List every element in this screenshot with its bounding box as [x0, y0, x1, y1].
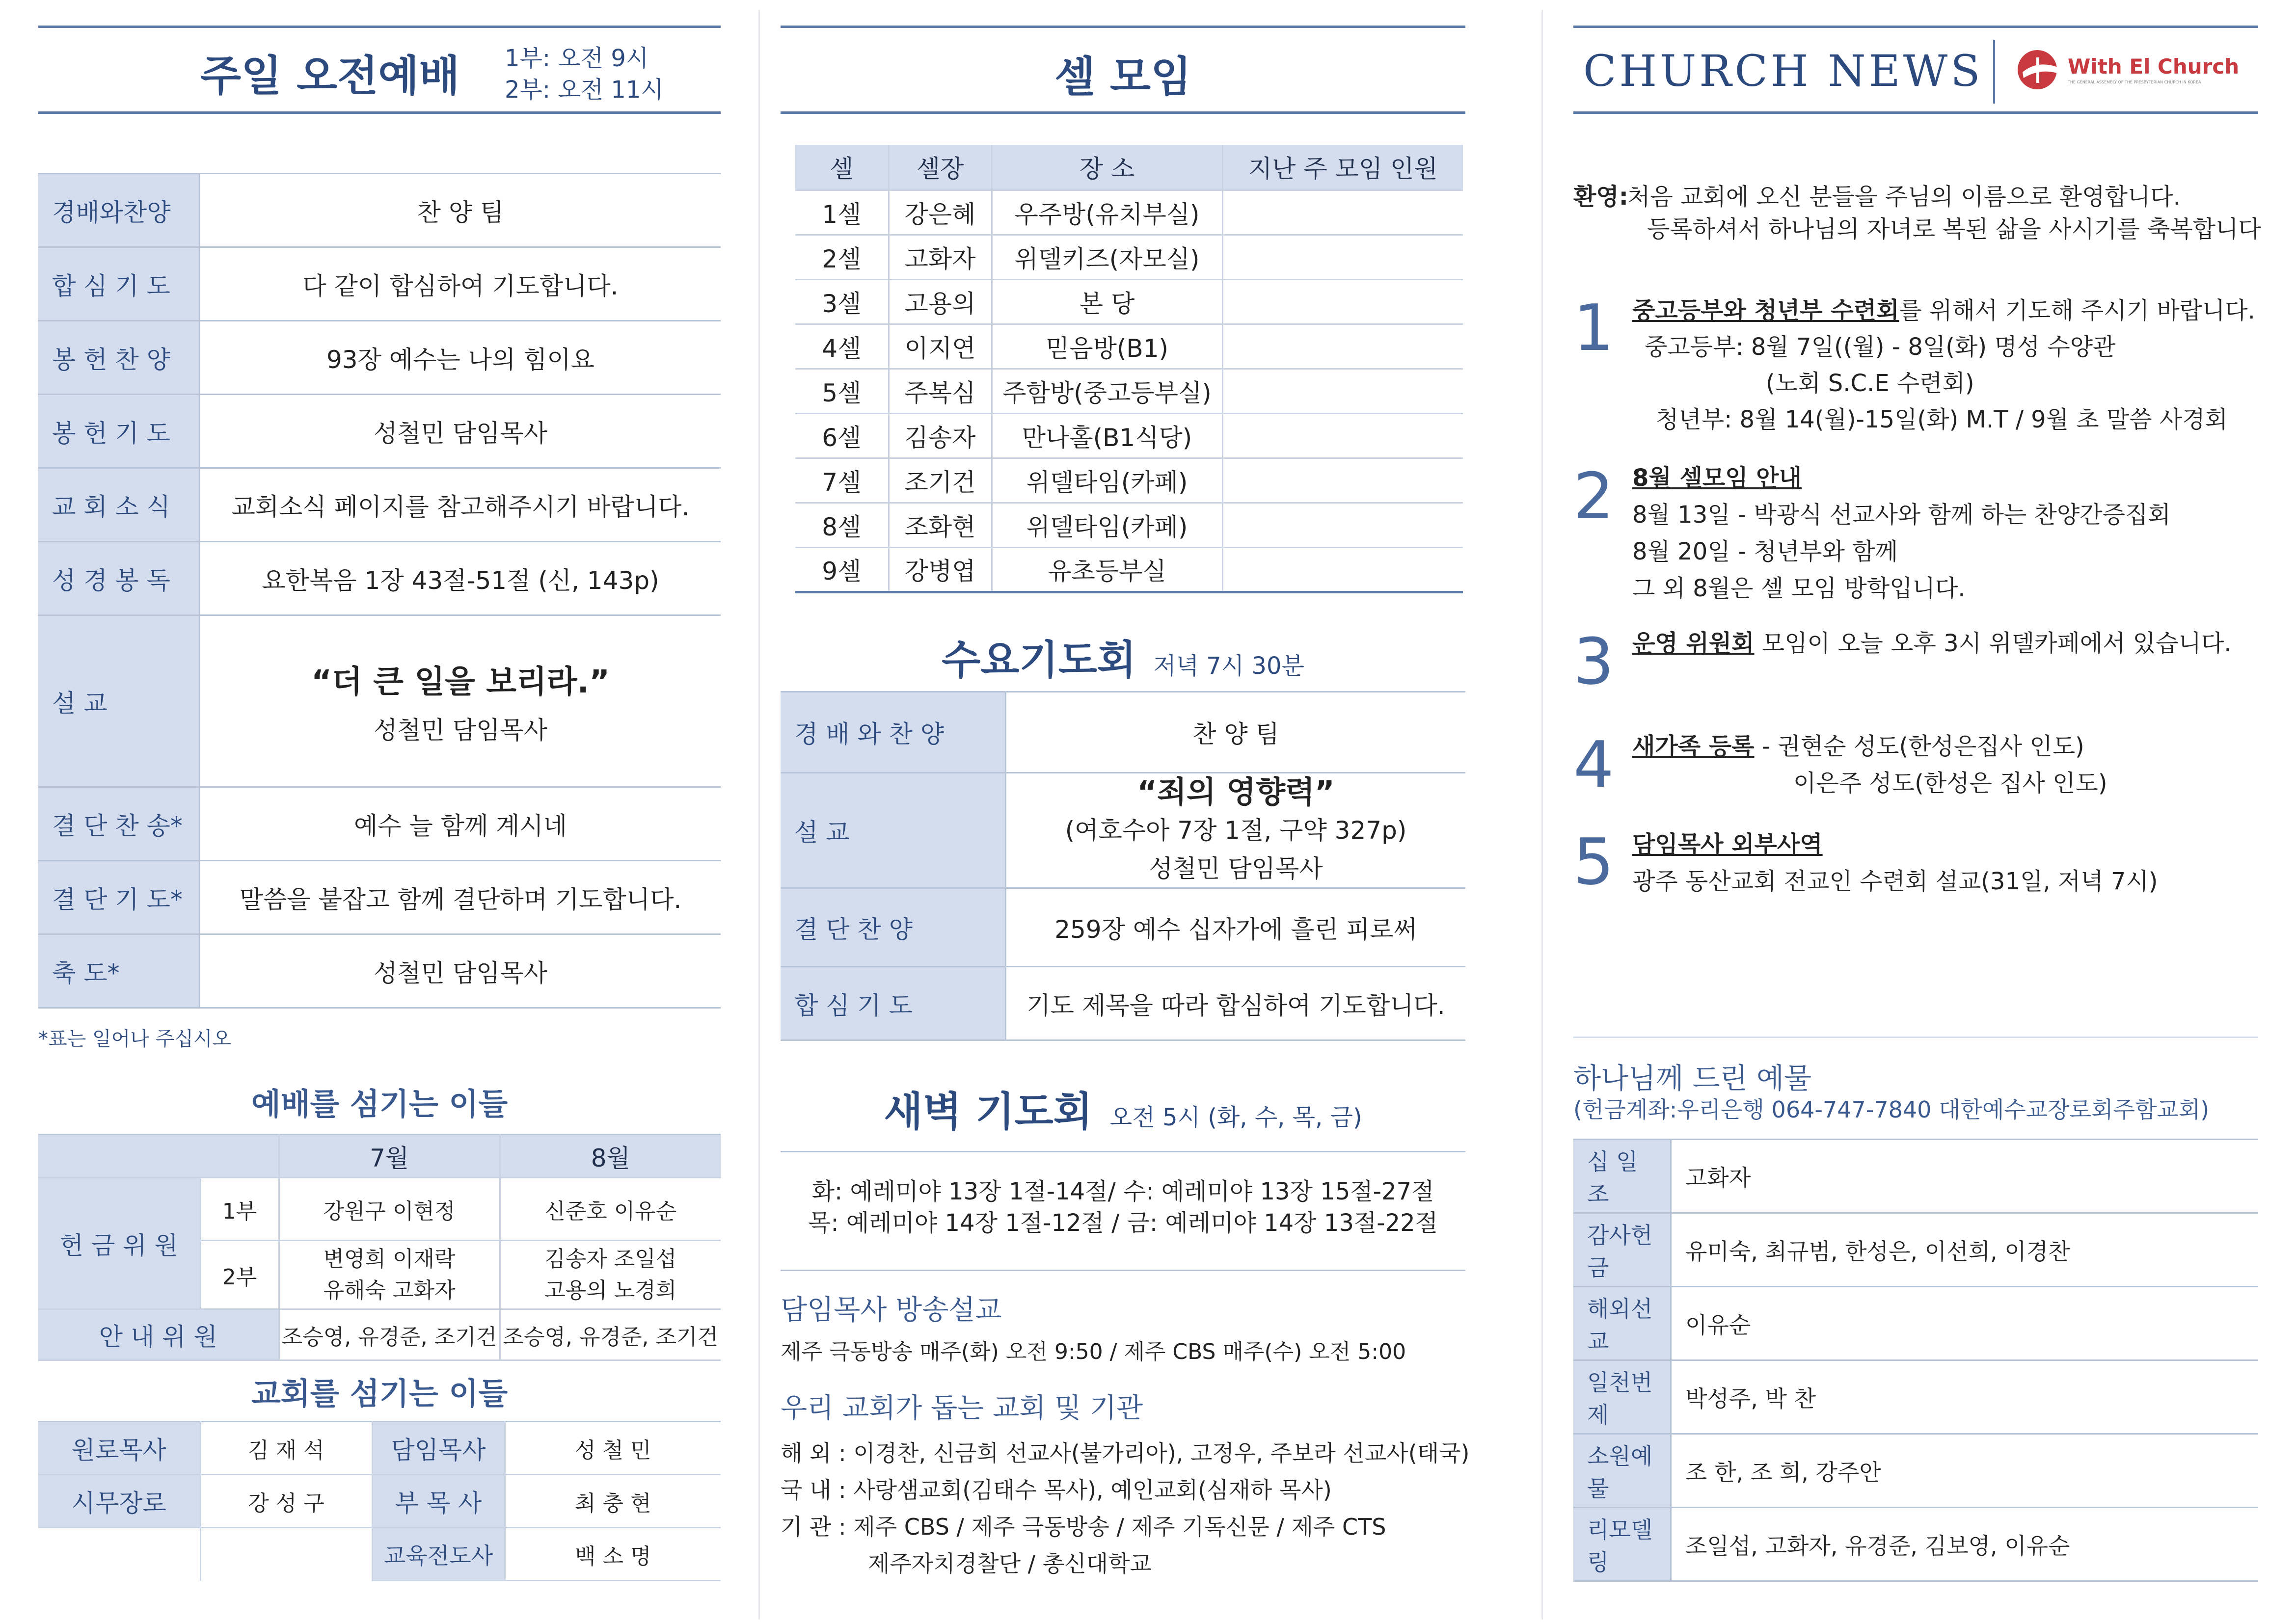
role-name: 강 성 구 — [200, 1475, 372, 1528]
news-item: (노회 S.C.E 수련회) — [1766, 370, 1974, 397]
role-label: 원로목사 — [38, 1422, 200, 1475]
service-time-1: 1부: 오전 9시 — [505, 45, 649, 72]
offering-kind: 소원예물 — [1573, 1435, 1672, 1507]
column-divider — [758, 10, 760, 1620]
order-value: 성철민 담임목사 — [374, 419, 547, 448]
order-row — [38, 321, 721, 395]
news-item: 운영 위원회 모임이 오늘 오후 3시 위델카페에서 있습니다. — [1632, 630, 2232, 657]
wed-label: 결 단 찬 양 — [781, 889, 1006, 966]
news-item: 그 외 8월은 셀 모임 방학입니다. — [1632, 575, 1966, 602]
wed-header — [781, 628, 1465, 686]
offering-names: 유미숙, 최규범, 한성은, 이선희, 이경찬 — [1685, 1238, 2070, 1265]
service-part: 2부 — [200, 1241, 279, 1309]
sermon-title: “더 큰 일을 보리라.” — [311, 664, 610, 700]
order-value: 교회소식 페이지를 참고해주시기 바랍니다. — [231, 492, 690, 521]
order-row-sermon — [38, 616, 721, 788]
order-value: 말씀을 붙잡고 함께 결단하며 기도합니다. — [239, 885, 682, 914]
offering-row — [1573, 1287, 2258, 1361]
offering-kind: 감사헌금 — [1573, 1214, 1672, 1286]
dawn-line: 화: 예레미야 13장 1절-14절/ 수: 예레미야 13장 15절-27절 — [811, 1178, 1434, 1205]
news-number: 1 — [1573, 291, 1614, 365]
sermon-preacher: 성철민 담임목사 — [374, 716, 547, 745]
cell-title: 셀 모임 — [1054, 53, 1192, 102]
servers-title: 예배를 섬기는 이들 — [251, 1086, 508, 1122]
page-title: 주일 오전예배 — [200, 52, 460, 101]
order-row — [38, 395, 721, 469]
news-item: 청년부: 8월 14(월)-15일(화) M.T / 9월 초 말씀 사경회 — [1656, 406, 2228, 433]
offering-kind: 해외선교 — [1573, 1287, 1672, 1359]
wed-sermon-title: “죄의 영향력” — [1137, 774, 1335, 810]
wed-row — [781, 889, 1465, 967]
order-label: 교 회 소 식 — [38, 469, 200, 541]
order-label: 결 단 기 도* — [38, 861, 200, 933]
offering-kind: 십 일 조 — [1573, 1140, 1672, 1212]
role-name: 최 충 현 — [505, 1475, 721, 1528]
news-item: 8월 셀모임 안내 — [1632, 464, 1802, 492]
wed-title: 수요기도회 — [942, 637, 1136, 684]
news-item: 담임목사 외부사역 — [1632, 831, 1823, 858]
order-label: 봉 헌 기 도 — [38, 395, 200, 467]
header-divider — [1993, 40, 1995, 104]
support-domestic: 국 내 : 사랑샘교회(김태수 목사), 예인교회(심재하 목사) — [781, 1477, 1332, 1503]
wed-sermon-preacher: 성철민 담임목사 — [1149, 854, 1323, 883]
offering-account: (헌금계좌:우리은행 064-747-7840 대한예수교장로회주함교회) — [1573, 1096, 2210, 1123]
wed-value: 찬 양 팀 — [1192, 720, 1279, 748]
offering-list — [1573, 1139, 2258, 1580]
worship-order — [38, 173, 721, 1007]
table-row: 8셀 조화현 위델타임(카페) — [795, 503, 1463, 547]
welcome-text: 처음 교회에 오신 분들을 주님의 이름으로 환영합니다. — [1627, 183, 2181, 211]
wed-time: 저녁 7시 30분 — [1153, 652, 1304, 680]
cell-header-col: 셀장 — [889, 145, 992, 190]
order-label: 봉 헌 찬 양 — [38, 321, 200, 394]
support-org: 기 관 : 제주 CBS / 제주 극동방송 / 제주 기독신문 / 제주 CTS — [781, 1514, 1386, 1540]
servers-corner — [38, 1135, 279, 1178]
offering-names: 고화자 — [1685, 1164, 1751, 1191]
offering-names: 이유순 — [1685, 1311, 1751, 1338]
order-label: 경배와찬양 — [38, 174, 200, 246]
order-row — [38, 248, 721, 321]
role-label: 시무장로 — [38, 1475, 200, 1528]
church-servers-title: 교회를 섬기는 이들 — [251, 1376, 508, 1411]
service-time-2: 2부: 오전 11시 — [505, 76, 664, 104]
role-label: 담임목사 — [372, 1422, 505, 1475]
offering-title: 하나님께 드린 예물 — [1573, 1062, 1812, 1095]
usher-names: 조승영, 유경준, 조기건 — [500, 1309, 721, 1360]
order-label: 결 단 찬 송* — [38, 788, 200, 860]
month-header: 7월 — [279, 1135, 500, 1178]
offering-kind: 일천번제 — [1573, 1361, 1672, 1433]
order-row — [38, 788, 721, 861]
news-number: 4 — [1573, 727, 1614, 802]
order-label: 설 교 — [38, 616, 200, 786]
service-part: 1부 — [200, 1178, 279, 1241]
support-org: 제주자치경찰단 / 총신대학교 — [868, 1550, 1152, 1577]
table-row: 7셀 조기건 위델타임(카페) — [795, 458, 1463, 503]
table-row: 1셀 강은혜 우주방(유치부실) — [795, 190, 1463, 235]
offering-names: 조일섭, 고화자, 유경준, 김보영, 이유순 — [1685, 1532, 2070, 1559]
offering-row — [1573, 1140, 2258, 1214]
order-row — [38, 174, 721, 248]
wed-row-sermon — [781, 773, 1465, 889]
role-label: 교육전도사 — [372, 1528, 505, 1581]
order-row — [38, 935, 721, 1009]
sunday-service-header — [38, 26, 721, 114]
wed-value — [1006, 773, 1465, 887]
usher-names: 조승영, 유경준, 조기건 — [279, 1309, 500, 1360]
logo-text: With El Church — [2068, 54, 2240, 79]
dawn-time: 오전 5시 (화, 수, 목, 금) — [1109, 1104, 1362, 1131]
welcome-label: 환영: — [1573, 183, 1628, 211]
middle-column — [781, 0, 1470, 1623]
server-names: 변영희 이재락 유해숙 고화자 — [279, 1241, 500, 1309]
table-row: 9셀 강병엽 유초등부실 — [795, 547, 1463, 592]
welcome-text: 등록하셔서 하나님의 자녀로 복된 삶을 사시기를 축복합니다 — [1647, 215, 2261, 243]
cell-header-col: 장 소 — [992, 145, 1222, 190]
order-value: 다 같이 합심하여 기도합니다. — [302, 271, 619, 300]
right-column — [1573, 0, 2261, 1623]
empty-cell — [200, 1528, 372, 1581]
order-label: 성 경 봉 독 — [38, 542, 200, 614]
table-row: 2셀 고화자 위델키즈(자모실) — [795, 235, 1463, 279]
wed-order — [781, 691, 1465, 1035]
order-value: 93장 예수는 나의 힘이요 — [326, 345, 594, 374]
news-number: 2 — [1573, 459, 1614, 533]
server-names: 강원구 이현정 — [279, 1178, 500, 1241]
table-row: 3셀 고용의 본 당 — [795, 279, 1463, 324]
offering-top-rule — [1573, 1037, 2258, 1038]
offering-row — [1573, 1214, 2258, 1287]
order-label: 축 도* — [38, 935, 200, 1007]
table-row: 4셀 이지연 믿음방(B1) — [795, 324, 1463, 369]
offering-row — [1573, 1361, 2258, 1435]
wed-sermon-ref: (여호수아 7장 1절, 구약 327p) — [1065, 816, 1407, 845]
offering-row — [1573, 1508, 2258, 1582]
dawn-line: 목: 예레미야 14장 1절-12절 / 금: 예레미야 14장 13절-22절 — [808, 1209, 1438, 1237]
offering-row — [1573, 1435, 2258, 1508]
role-name: 백 소 명 — [505, 1528, 721, 1581]
news-item: 8월 20일 - 청년부와 함께 — [1632, 538, 1898, 565]
church-logo-icon — [2013, 48, 2067, 92]
role-label: 부 목 사 — [372, 1475, 505, 1528]
role-name: 김 재 석 — [200, 1422, 372, 1475]
offering-kind: 리모델링 — [1573, 1508, 1672, 1580]
wed-value: 기도 제목을 따라 합심하여 기도합니다. — [1026, 991, 1445, 1020]
server-names: 신준호 이유순 — [500, 1178, 721, 1241]
news-item: 8월 13일 - 박광식 선교사와 함께 하는 찬양간증집회 — [1632, 501, 2171, 529]
order-value: 성철민 담임목사 — [374, 958, 547, 987]
logo-subtext: THE GENERAL ASSEMBLY OF THE PRESBYTERIAN CHURCH IN KOREA — [2068, 80, 2201, 84]
news-item: 새가족 등록 - 권현순 성도(한성은집사 인도) — [1632, 733, 2084, 760]
wed-row — [781, 967, 1465, 1041]
wed-label: 설 교 — [781, 773, 1006, 887]
standing-note: *표는 일어나 주십시오 — [38, 1028, 232, 1050]
offering-label: 헌 금 위 원 — [38, 1178, 200, 1309]
order-row — [38, 469, 721, 542]
wed-value: 259장 예수 십자가에 흘린 피로써 — [1054, 915, 1417, 944]
wed-label: 합 심 기 도 — [781, 967, 1006, 1039]
table-row: 6셀 김송자 만나홀(B1식당) — [795, 413, 1463, 458]
wed-row — [781, 692, 1465, 773]
role-name: 성 철 민 — [505, 1422, 721, 1475]
wed-label: 경 배 와 찬 양 — [781, 692, 1006, 772]
church-logo — [2013, 48, 2248, 97]
cell-header — [781, 26, 1465, 114]
support-title: 우리 교회가 돕는 교회 및 기관 — [781, 1392, 1143, 1424]
broadcast-line: 제주 극동방송 매주(화) 오전 9:50 / 제주 CBS 매주(수) 오전 5:00 — [781, 1339, 1406, 1364]
order-value — [200, 616, 721, 786]
news-number: 3 — [1573, 624, 1614, 699]
offering-names: 박성주, 박 찬 — [1685, 1385, 1816, 1412]
order-value: 예수 늘 함께 계시네 — [353, 811, 567, 840]
offering-names: 조 한, 조 희, 강주안 — [1685, 1459, 1881, 1486]
usher-label: 안 내 위 원 — [38, 1309, 279, 1360]
order-row — [38, 542, 721, 616]
dawn-title: 새벽 기도회 — [884, 1089, 1092, 1135]
column-divider — [1541, 10, 1543, 1620]
news-header — [1573, 26, 2258, 114]
support-overseas: 해 외 : 이경찬, 신금희 선교사(불가리아), 고정우, 주보라 선교사(태국) — [781, 1440, 1470, 1466]
month-header: 8월 — [500, 1135, 721, 1178]
news-item: 중고등부와 청년부 수련회를 위해서 기도해 주시기 바랍니다. — [1632, 297, 2255, 324]
broadcast-title: 담임목사 방송설교 — [781, 1294, 1002, 1326]
server-names: 김송자 조일섭 고용의 노경희 — [500, 1241, 721, 1309]
order-value: 찬 양 팀 — [417, 198, 504, 227]
dawn-box — [781, 1151, 1465, 1271]
news-item: 이은주 성도(한성은 집사 인도) — [1793, 770, 2107, 797]
cell-table — [795, 145, 1463, 593]
order-row — [38, 861, 721, 935]
news-title: CHURCH NEWS — [1583, 46, 1983, 96]
empty-cell — [38, 1528, 200, 1581]
order-value: 요한복음 1장 43절-51절 (신, 143p) — [262, 566, 659, 595]
cell-header-col: 지난 주 모임 인원 — [1222, 145, 1463, 190]
servers-table — [38, 1134, 721, 1361]
news-number: 5 — [1573, 825, 1614, 899]
table-row: 5셀 주복심 주함방(중고등부실) — [795, 369, 1463, 413]
news-item: 중고등부: 8월 7일((월) - 8일(화) 명성 수양관 — [1645, 333, 2116, 361]
dawn-header — [781, 1080, 1465, 1137]
order-label: 합 심 기 도 — [38, 248, 200, 320]
left-column — [38, 0, 721, 1623]
news-item: 광주 동산교회 전교인 수련회 설교(31일, 저녁 7시) — [1632, 868, 2158, 895]
church-servers-table — [38, 1421, 721, 1581]
cell-header-col: 셀 — [795, 145, 889, 190]
